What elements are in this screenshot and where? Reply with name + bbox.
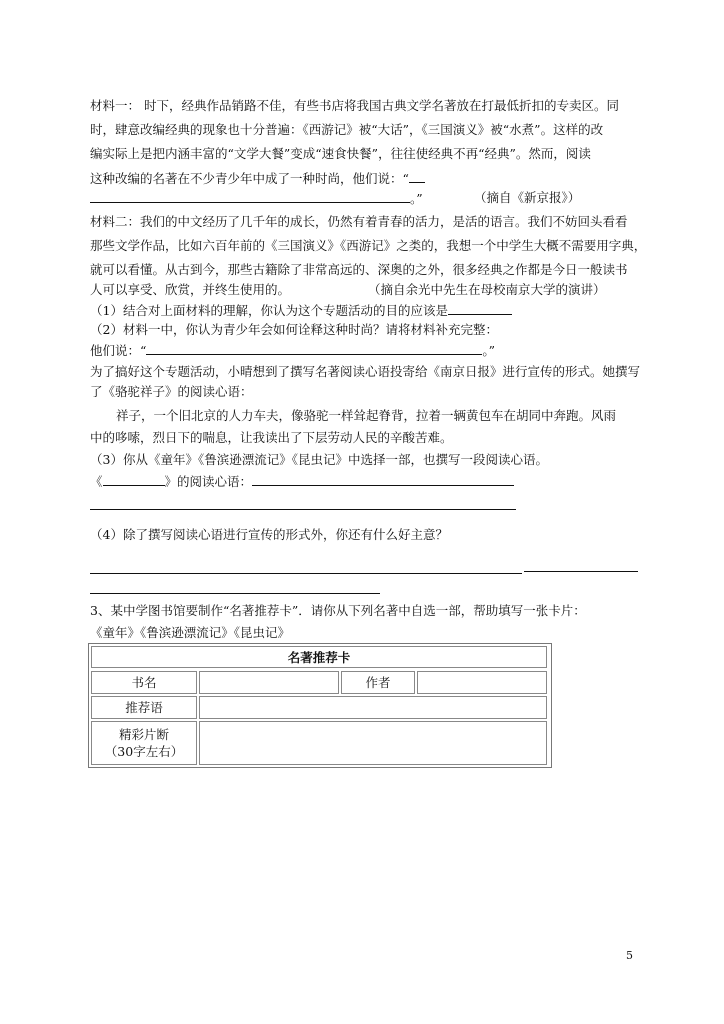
recommendation-card (88, 643, 552, 768)
book-title-blank[interactable] (103, 473, 165, 486)
intro-line2: 了《骆驼祥子》的阅读心语： (90, 384, 253, 399)
answer-line[interactable] (90, 509, 516, 510)
intro-line1: 为了搞好这个专题活动，小晴想到了撰写名著阅读心语投寄给《南京日报》进行宣传的形式。她撰写 (90, 364, 641, 379)
material1-line2: 时，肆意改编经典的现象也十分普遍：《西游记》被“大话”，《三国演义》被“水煮”。这样的改 (90, 122, 604, 137)
sample-line2: 中的哆嗦，烈日下的喘息，让我读出了下层劳动人民的辛酸苦难。 (90, 430, 453, 445)
answer-line[interactable] (524, 571, 638, 572)
material1-line3: 编实际上是把内涵丰富的“文学大餐”变成“速食快餐”，往往使经典不再“经典”。然而，阅读 (90, 146, 591, 161)
material2-line1: 材料二：我们的中文经历了几千年的成长，仍然有着青春的活力，是活的语言。我们不妨回头看看 (90, 214, 628, 229)
excerpt-field[interactable] (199, 721, 547, 765)
question-4: （4）除了撰写阅读心语进行宣传的形式外，你还有什么好主意？ (90, 527, 448, 542)
answer-blank[interactable] (146, 342, 482, 355)
answer-blank[interactable] (448, 302, 512, 315)
material2-line2: 那些文学作品，比如六百年前的《三国演义》《西游记》之类的，我想一个中学生大概不需要用字典， (90, 238, 647, 253)
sample-line1: 祥子，一个旧北京的人力车夫，像骆驼一样耸起脊背，拉着一辆黄包车在胡同中奔跑。风雨 (116, 408, 617, 423)
material1-source: （摘自《新京报》） (474, 190, 581, 205)
reading-note-label: 》的阅读心语： (164, 474, 253, 489)
question-3-answer (90, 473, 514, 490)
task3-line1: 3、某中学图书馆要制作“名著推荐卡”．请你从下列名著中自选一部，帮助填写一张卡片： (90, 603, 586, 618)
page-number: 5 (626, 949, 633, 962)
material1-line4 (90, 170, 425, 187)
recommend-field[interactable] (199, 696, 547, 719)
question-2-answer (90, 342, 495, 359)
answer-blank[interactable] (409, 170, 425, 183)
material1-line5 (90, 190, 423, 207)
excerpt-label (91, 721, 197, 765)
task3-books: 《童年》《鲁滨逊漂流记》《昆虫记》 (90, 625, 291, 640)
excerpt-label-line2: （30字左右） (104, 744, 184, 759)
material1-line1: 材料一： 时下，经典作品销路不佳，有些书店将我国古典文学名著放在打最低折扣的专卖区。同 (90, 98, 619, 113)
answer-blank[interactable] (90, 190, 410, 203)
material2-source: （摘自余光中先生在母校南京大学的演讲） (368, 282, 606, 297)
answer-blank[interactable] (252, 473, 514, 486)
question-1-text: （1）结合对上面材料的理解，你认为这个专题活动的目的应该是 (90, 303, 448, 318)
excerpt-label-line1: 精彩片断 (118, 727, 169, 742)
author-label: 作者 (341, 671, 415, 694)
material1-line4-text: 这种改编的名著在不少青少年中成了一种时尚，他们说：“ (90, 171, 409, 186)
book-name-field[interactable] (199, 671, 339, 694)
recommend-label: 推荐语 (91, 696, 197, 719)
book-open: 《 (90, 474, 103, 489)
card-title: 名著推荐卡 (91, 646, 547, 668)
material2-line3: 就可以看懂。从古到今，那些古籍除了非常高远的、深奥的之外，很多经典之作都是今日一般读书 (90, 262, 628, 277)
they-say-label: 他们说：“ (90, 343, 147, 358)
question-2: （2）材料一中，你认为青少年会如何诠释这种时尚？请将材料补充完整： (90, 322, 498, 337)
question-3: （3）你从《童年》《鲁滨逊漂流记》《昆虫记》中选择一部，也撰写一段阅读心语。 (90, 452, 548, 467)
material2-line4: 人可以享受、欣赏，并终生使用的。 (90, 282, 291, 297)
book-name-label: 书名 (91, 671, 197, 694)
answer-line[interactable] (90, 573, 522, 574)
question-1 (90, 302, 512, 319)
quote-close: 。” (482, 343, 496, 358)
quote-close: 。” (410, 191, 423, 206)
author-field[interactable] (417, 671, 547, 694)
answer-line[interactable] (90, 593, 380, 594)
